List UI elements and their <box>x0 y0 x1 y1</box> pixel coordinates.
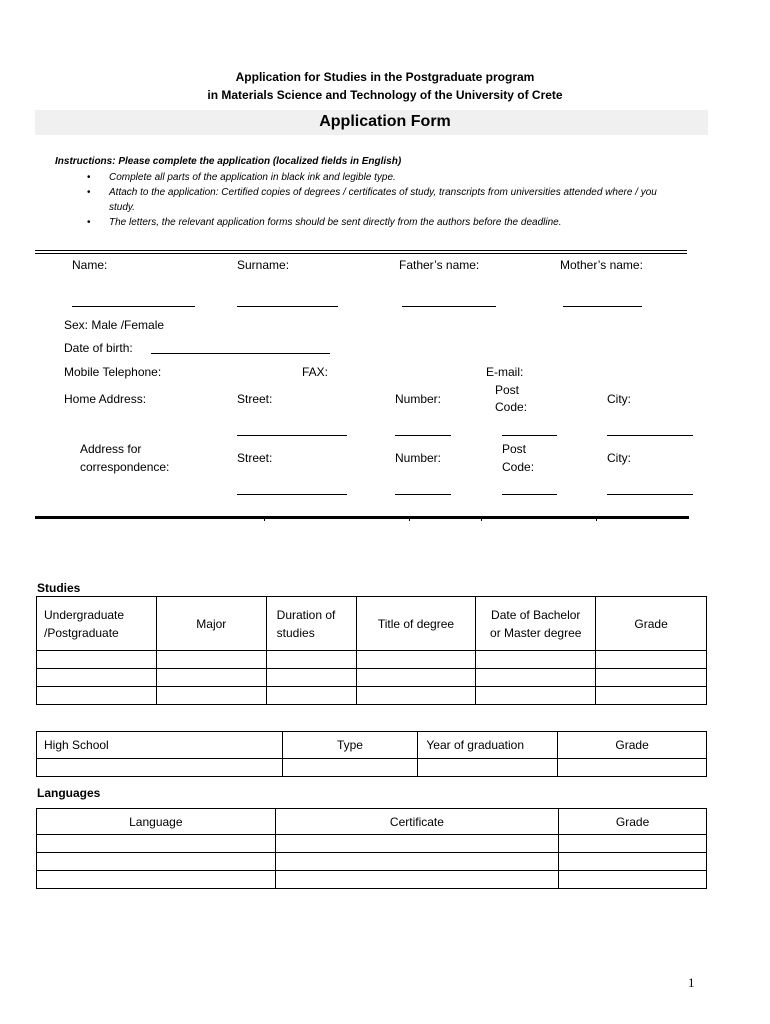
table-cell[interactable] <box>596 687 707 705</box>
mothers-name-label: Mother’s name: <box>560 258 643 272</box>
corr-address-label-1: Address for <box>80 442 142 456</box>
studies-header-grade: Grade <box>596 597 707 651</box>
languages-label: Languages <box>37 786 101 800</box>
lang-header-language: Language <box>37 809 276 835</box>
corr-city-label: City: <box>607 451 631 465</box>
hs-header-school: High School <box>37 732 283 759</box>
table-cell[interactable] <box>559 835 707 853</box>
table-cell[interactable] <box>37 853 276 871</box>
hs-header-type: Type <box>282 732 418 759</box>
home-number-field[interactable] <box>395 435 451 436</box>
home-post-label: Post <box>495 383 520 397</box>
table-cell[interactable] <box>266 651 356 669</box>
instruction-item: • The letters, the relevant application forms should be sent directly from the authors before the deadline. <box>86 215 676 230</box>
home-street-field[interactable] <box>237 435 347 436</box>
table-cell[interactable] <box>266 687 356 705</box>
table-cell[interactable] <box>476 669 596 687</box>
divider-bottom <box>35 516 689 519</box>
studies-label: Studies <box>37 581 81 595</box>
table-row <box>37 853 707 871</box>
header-line-1: Application for Studies in the Postgraduate program <box>235 70 535 84</box>
fax-label: FAX: <box>302 365 329 379</box>
table-cell[interactable] <box>37 871 276 889</box>
divider-tick <box>409 517 410 521</box>
corr-number-label: Number: <box>395 451 442 465</box>
table-row <box>37 871 707 889</box>
table-cell[interactable] <box>596 669 707 687</box>
table-row <box>37 687 707 705</box>
table-cell[interactable] <box>37 759 283 777</box>
corr-code-label: Code: <box>502 460 535 474</box>
surname-label: Surname: <box>237 258 290 272</box>
corr-street-label: Street: <box>237 451 273 465</box>
table-cell[interactable] <box>156 651 266 669</box>
table-cell[interactable] <box>418 759 558 777</box>
studies-header-duration: Duration of studies <box>266 597 356 651</box>
hs-header-year: Year of graduation <box>418 732 558 759</box>
table-cell[interactable] <box>476 651 596 669</box>
name-label: Name: <box>72 258 108 272</box>
languages-table <box>36 808 707 889</box>
corr-city-field[interactable] <box>607 494 693 495</box>
name-field[interactable] <box>72 306 195 307</box>
sex-label: Sex: Male /Female <box>64 318 165 332</box>
home-post-code-field[interactable] <box>502 435 557 436</box>
table-cell[interactable] <box>559 871 707 889</box>
table-cell[interactable] <box>559 853 707 871</box>
mobile-label: Mobile Telephone: <box>64 365 162 379</box>
corr-post-code-field[interactable] <box>502 494 557 495</box>
table-row <box>37 651 707 669</box>
divider-tick <box>596 517 597 521</box>
divider-tick <box>264 517 265 521</box>
fathers-name-label: Father’s name: <box>399 258 480 272</box>
studies-header-date: Date of Bachelor or Master degree <box>476 597 596 651</box>
home-street-label: Street: <box>237 392 273 406</box>
table-cell[interactable] <box>37 651 157 669</box>
studies-header-title: Title of degree <box>356 597 476 651</box>
studies-table <box>36 596 707 705</box>
instruction-item: • Attach to the application: Certified copies of degrees / certificates of study, transcripts from universities attended where / you study. <box>86 185 676 215</box>
home-city-field[interactable] <box>607 435 693 436</box>
email-label: E-mail: <box>486 365 524 379</box>
lang-header-grade: Grade <box>559 809 707 835</box>
corr-number-field[interactable] <box>395 494 451 495</box>
table-cell[interactable] <box>476 687 596 705</box>
table-cell[interactable] <box>356 669 476 687</box>
table-cell[interactable] <box>596 651 707 669</box>
studies-header-major: Major <box>156 597 266 651</box>
lang-header-certificate: Certificate <box>275 809 559 835</box>
dob-label: Date of birth: <box>64 341 133 355</box>
table-cell[interactable] <box>275 871 559 889</box>
home-city-label: City: <box>607 392 631 406</box>
corr-address-label-2: correspondence: <box>80 460 170 474</box>
header-line-2: in Materials Science and Technology of the University of Crete <box>207 88 563 102</box>
fathers-name-field[interactable] <box>402 306 496 307</box>
studies-header-level: Undergraduate /Postgraduate <box>37 597 157 651</box>
table-row <box>37 759 707 777</box>
surname-field[interactable] <box>237 306 338 307</box>
high-school-table <box>36 731 707 777</box>
table-row <box>37 835 707 853</box>
table-cell[interactable] <box>558 759 707 777</box>
corr-post-label: Post <box>502 442 527 456</box>
table-cell[interactable] <box>356 687 476 705</box>
table-row <box>37 669 707 687</box>
instructions-list <box>86 170 676 230</box>
divider-tick <box>481 517 482 521</box>
table-cell[interactable] <box>275 853 559 871</box>
table-cell[interactable] <box>37 669 157 687</box>
table-cell[interactable] <box>37 687 157 705</box>
hs-header-grade: Grade <box>558 732 707 759</box>
table-cell[interactable] <box>282 759 418 777</box>
instruction-item: • Complete all parts of the application in black ink and legible type. <box>86 170 676 185</box>
page-number: 1 <box>688 975 695 990</box>
table-cell[interactable] <box>266 669 356 687</box>
home-code-label: Code: <box>495 400 528 414</box>
table-cell[interactable] <box>156 687 266 705</box>
home-number-label: Number: <box>395 392 442 406</box>
dob-field[interactable] <box>151 353 330 354</box>
table-cell[interactable] <box>37 835 276 853</box>
instructions-heading: Instructions: Please complete the application (localized fields in English) <box>55 156 402 167</box>
form-title: Application Form <box>319 113 451 130</box>
divider-top <box>35 250 687 254</box>
mothers-name-field[interactable] <box>563 306 642 307</box>
table-cell[interactable] <box>275 835 559 853</box>
table-cell[interactable] <box>156 669 266 687</box>
home-address-label: Home Address: <box>64 392 147 406</box>
corr-street-field[interactable] <box>237 494 347 495</box>
table-cell[interactable] <box>356 651 476 669</box>
